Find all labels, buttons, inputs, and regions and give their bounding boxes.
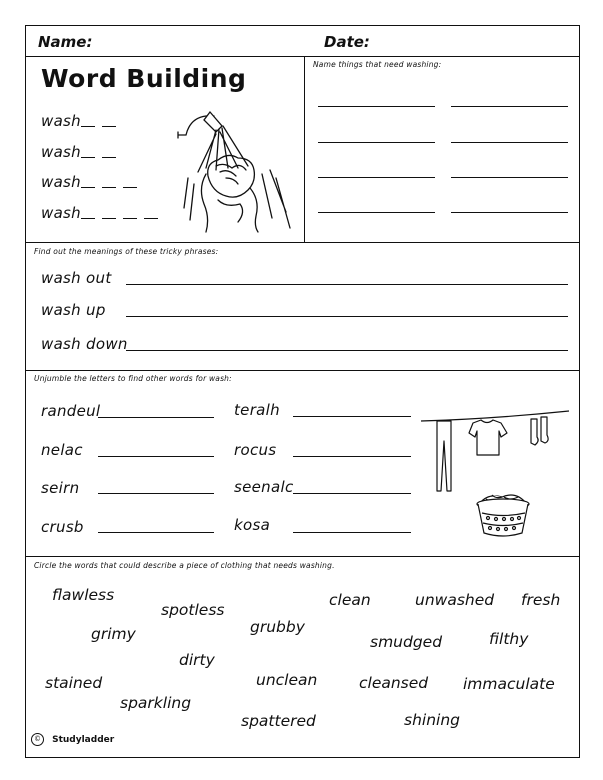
- date-label: Date:: [324, 33, 370, 51]
- word-option[interactable]: sparkling: [120, 694, 192, 712]
- answer-line[interactable]: [98, 493, 214, 494]
- word-option[interactable]: grimy: [91, 625, 136, 643]
- word-row-3: wash: [41, 173, 81, 191]
- blank[interactable]: [144, 218, 158, 219]
- answer-line[interactable]: [293, 416, 411, 417]
- word-row-2: wash: [41, 143, 81, 161]
- answer-line[interactable]: [293, 532, 411, 533]
- answer-line[interactable]: [98, 532, 214, 533]
- blank[interactable]: [81, 126, 95, 127]
- answer-line[interactable]: [451, 177, 568, 178]
- word-option[interactable]: filthy: [489, 630, 529, 648]
- word-row-1: wash: [41, 112, 81, 130]
- word-option[interactable]: grubby: [250, 618, 305, 636]
- answer-line[interactable]: [318, 212, 435, 213]
- answer-line[interactable]: [126, 284, 568, 285]
- phrase-2: wash up: [41, 301, 106, 319]
- word-option[interactable]: stained: [45, 674, 103, 692]
- word-option[interactable]: immaculate: [463, 675, 555, 693]
- blank[interactable]: [102, 218, 116, 219]
- jumbled-word: rocus: [234, 441, 277, 459]
- name-label: Name:: [38, 33, 93, 51]
- answer-line[interactable]: [293, 493, 411, 494]
- answer-line[interactable]: [126, 316, 568, 317]
- laundry-basket-icon: [474, 491, 532, 539]
- answer-line[interactable]: [293, 456, 411, 457]
- blank[interactable]: [81, 157, 95, 158]
- answer-line[interactable]: [318, 142, 435, 143]
- word-option[interactable]: shining: [404, 711, 460, 729]
- section-divider: [26, 556, 579, 557]
- blank[interactable]: [102, 126, 116, 127]
- copyright-icon: ©: [31, 733, 44, 746]
- word-row-4: wash: [41, 204, 81, 222]
- worksheet: [25, 25, 580, 758]
- page-title: Word Building: [41, 64, 247, 93]
- blank[interactable]: [81, 187, 95, 188]
- word-option[interactable]: fresh: [521, 591, 561, 609]
- jumbled-word: randeul: [41, 402, 101, 420]
- logo-text: Studyladder: [52, 734, 115, 745]
- word-option[interactable]: smudged: [370, 633, 443, 651]
- blank[interactable]: [102, 187, 116, 188]
- blank[interactable]: [123, 218, 137, 219]
- blank[interactable]: [123, 187, 137, 188]
- header-divider: [26, 56, 579, 57]
- word-option[interactable]: unwashed: [415, 591, 495, 609]
- blank[interactable]: [81, 218, 95, 219]
- answer-line[interactable]: [451, 212, 568, 213]
- answer-line[interactable]: [98, 417, 214, 418]
- phrases-instruction: Find out the meanings of these tricky phrases:: [34, 247, 219, 256]
- jumbled-word: crusb: [41, 518, 84, 536]
- answer-line[interactable]: [98, 456, 214, 457]
- word-option[interactable]: spattered: [241, 712, 316, 730]
- clothesline-icon: [421, 411, 571, 501]
- word-option[interactable]: cleansed: [359, 674, 429, 692]
- jumbled-word: seirn: [41, 479, 80, 497]
- jumbled-word: nelac: [41, 441, 83, 459]
- name-things-instruction: Name things that need washing:: [313, 60, 442, 69]
- word-option[interactable]: flawless: [52, 586, 115, 604]
- word-option[interactable]: dirty: [179, 651, 215, 669]
- jumbled-word: kosa: [234, 516, 271, 534]
- answer-line[interactable]: [451, 142, 568, 143]
- word-option[interactable]: spotless: [161, 601, 225, 619]
- phrase-1: wash out: [41, 269, 112, 287]
- word-option[interactable]: unclean: [256, 671, 318, 689]
- top-section-divider: [304, 56, 305, 242]
- blank[interactable]: [102, 157, 116, 158]
- jumbled-word: seenalc: [234, 478, 294, 496]
- shower-icon: [176, 108, 296, 233]
- answer-line[interactable]: [126, 350, 568, 351]
- jumbled-word: teralh: [234, 401, 280, 419]
- section-divider: [26, 370, 579, 371]
- section-divider: [26, 242, 579, 243]
- answer-line[interactable]: [318, 177, 435, 178]
- circle-instruction: Circle the words that could describe a piece of clothing that needs washing.: [34, 561, 335, 570]
- word-option[interactable]: clean: [329, 591, 371, 609]
- answer-line[interactable]: [318, 106, 435, 107]
- answer-line[interactable]: [451, 106, 568, 107]
- phrase-3: wash down: [41, 335, 128, 353]
- unjumble-instruction: Unjumble the letters to find other words for wash:: [34, 374, 232, 383]
- studyladder-logo: [31, 729, 114, 748]
